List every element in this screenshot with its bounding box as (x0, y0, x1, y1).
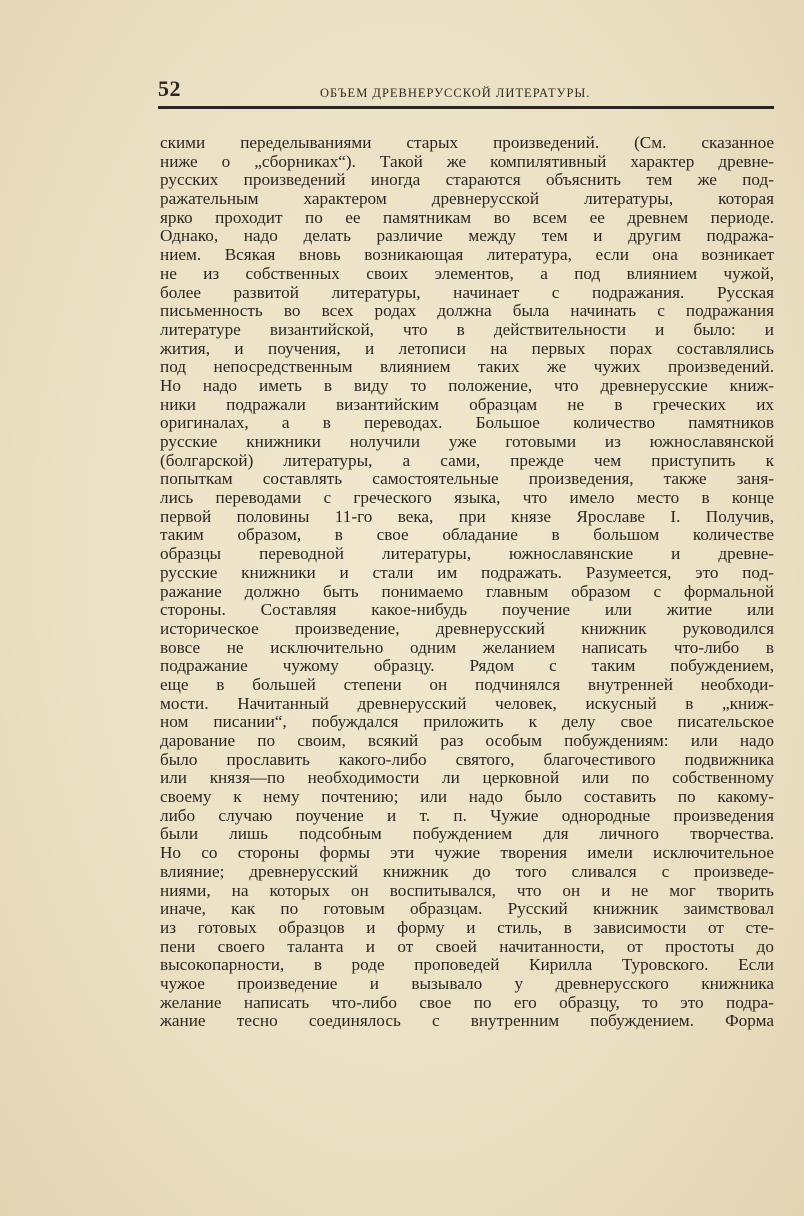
text-line: из готовых образцов и форму и стиль, в зависимости от сте- (160, 918, 774, 937)
text-line: русские книжники и стали им подражать. Разумеется, это под- (160, 563, 774, 582)
text-line: Однако, надо делать различие между тем и другим подража- (160, 227, 774, 246)
text-line: (болгарской) литературы, а сами, прежде чем приступить к (160, 451, 774, 470)
page-header (158, 74, 774, 104)
header-rule (158, 106, 774, 109)
text-line: образцы переводной литературы, южнославянские и древне- (160, 545, 774, 564)
text-line: своему к нему почтению; или надо было составить по какому- (160, 788, 774, 807)
text-line: попыткам составлять самостоятельные произведения, также заня- (160, 470, 774, 489)
running-head: ОБЪЕМ ДРЕВНЕРУССКОЙ ЛИТЕРАТУРЫ. (320, 86, 591, 100)
text-line: оригиналах, а в переводах. Большое количество памятников (160, 414, 774, 433)
text-line: ники подражали византийским образцам не в греческих их (160, 395, 774, 414)
text-line: чужое произведение и вызывало у древнерусского книжника (160, 974, 774, 993)
text-line: литературе византийской, что в действительности и было: и (160, 320, 774, 339)
text-line: ярко проходит по ее памятникам во всем ее древнем периоде. (160, 208, 774, 227)
text-line: первой половины 11-го века, при князе Ярославе I. Получив, (160, 507, 774, 526)
text-line: русских произведений иногда стараются объяснить тем же под- (160, 171, 774, 190)
text-line: были лишь подсобным побуждением для личного творчества. (160, 825, 774, 844)
text-line: ражательным характером древнерусской литературы, которая (160, 190, 774, 209)
text-line: ражание должно быть понимаемо главным образом с формальной (160, 582, 774, 601)
text-line: ном писании“, побуждался приложить к делу свое писательское (160, 713, 774, 732)
text-line: нием. Всякая вновь возникающая литература, если она возникает (160, 246, 774, 265)
text-line: Но надо иметь в виду то положение, что древнерусские книж- (160, 376, 774, 395)
text-line: скими переделываниями старых произведений. (См. сказанное (160, 134, 774, 152)
text-line: вовсе не исключительно одним желанием написать что-либо в (160, 638, 774, 657)
text-line: письменность во всех родах должна была начинать с подражания (160, 302, 774, 321)
text-line: мости. Начитанный древнерусский человек, искусный в „книж- (160, 694, 774, 713)
text-line: жития, и поучения, и летописи на первых порах составлялись (160, 339, 774, 358)
text-line: не из собственных своих элементов, а под влиянием чужой, (160, 264, 774, 283)
text-line: дарование по своим, всякий раз особым побуждениям: или надо (160, 732, 774, 750)
text-line: жание тесно соединялось с внутренним побуждением. Форма (160, 1012, 774, 1031)
text-line: историческое произведение, древнерусский книжник руководился (160, 619, 774, 638)
body-text (160, 134, 774, 1031)
page-number: 52 (158, 76, 181, 101)
text-line: под непосредственным влиянием таких же чужих произведений. (160, 358, 774, 377)
text-line: русские книжники нолучили уже готовыми из южнославянской (160, 433, 774, 451)
text-line: влияние; древнерусский книжник до того сливался с произведе- (160, 862, 774, 881)
text-line: иначе, как по готовым образцам. Русский книжник заимствовал (160, 900, 774, 919)
text-line: было прославить какого-либо святого, благочестивого подвижника (160, 750, 774, 769)
text-line: высокопарности, в роде проповедей Кирилла Туровского. Если (160, 956, 774, 975)
text-line: либо случаю поучение и т. п. Чужие однородные произведения (160, 806, 774, 825)
text-line: желание написать что-либо свое по его образцу, то это подра- (160, 993, 774, 1012)
text-line: еще в большей степени он подчинялся внутренней необходи- (160, 675, 774, 694)
text-line: стороны. Составляя какое-нибудь поучение или житие или (160, 601, 774, 620)
text-line: или князя—по необходимости ли церковной или по собственному (160, 769, 774, 788)
text-line: пени своего таланта и от своей начитанности, от простоты до (160, 937, 774, 956)
text-line: лись переводами с греческого языка, что имело место в конце (160, 489, 774, 508)
text-line: более развитой литературы, начинает с подражания. Русская (160, 283, 774, 302)
text-line: таким образом, в свое обладание в большом количестве (160, 526, 774, 545)
text-line: подражание чужому образцу. Рядом с таким побуждением, (160, 657, 774, 676)
text-line: Но со стороны формы эти чужие творения имели исключительное (160, 844, 774, 863)
text-line: ниже о „сборниках“). Такой же компилятивный характер древне- (160, 152, 774, 171)
text-line: ниями, на которых он воспитывался, что он и не мог творить (160, 881, 774, 900)
